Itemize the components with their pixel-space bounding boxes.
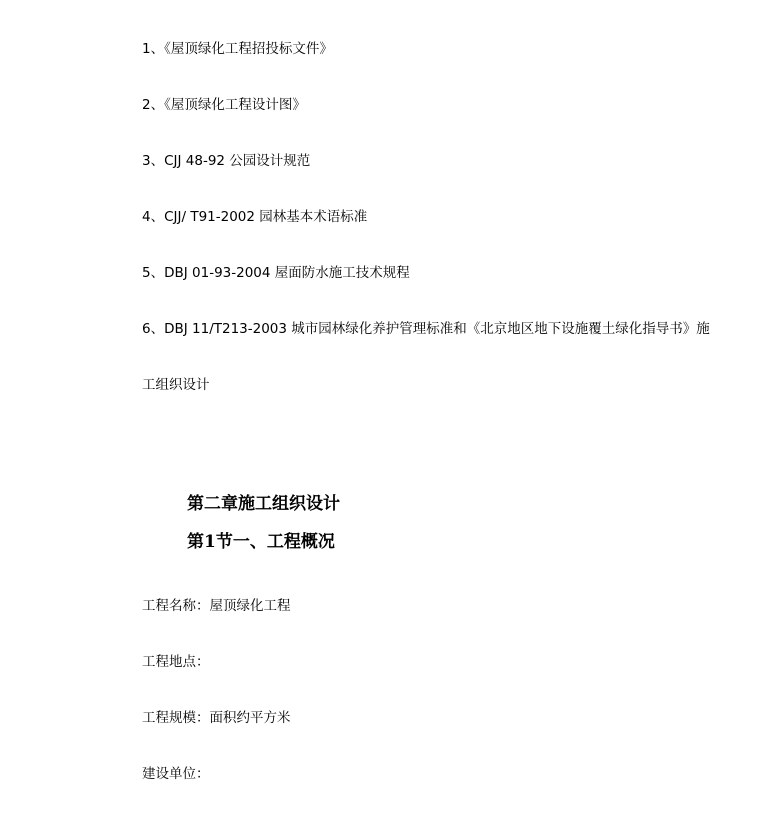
section-title: 第1节一、工程概况 (187, 532, 335, 552)
reference-item-5: 5、DBJ 01-93-2004 屋面防水施工技术规程 (142, 265, 410, 281)
chapter-title: 第二章施工组织设计 (187, 494, 340, 514)
construction-unit-field: 建设单位： (142, 766, 210, 782)
reference-item-6-continuation: 工组织设计 (142, 377, 210, 393)
reference-item-4: 4、CJJ/ T91-2002 园林基本术语标准 (142, 209, 368, 225)
project-scale-field: 工程规模：面积约平方米 (142, 710, 291, 726)
reference-item-3: 3、CJJ 48-92 公园设计规范 (142, 153, 311, 169)
project-location-field: 工程地点： (142, 654, 210, 670)
project-name-field: 工程名称：屋顶绿化工程 (142, 598, 291, 614)
reference-item-2: 2、《屋顶绿化工程设计图》 (142, 97, 306, 113)
reference-item-6: 6、DBJ 11/T213-2003 城市园林绿化养护管理标准和《北京地区地下设施覆土绿化指导书》施 (142, 321, 710, 337)
reference-item-1: 1、《屋顶绿化工程招投标文件》 (142, 41, 333, 57)
